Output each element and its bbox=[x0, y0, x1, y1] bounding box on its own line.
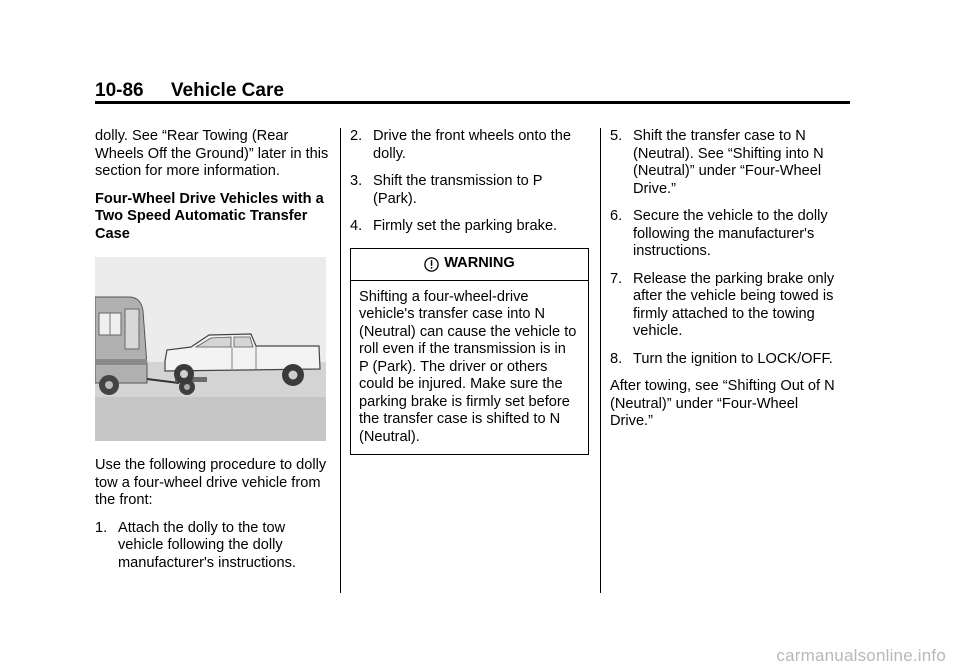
step-number: 1. bbox=[95, 519, 108, 536]
step-text: Firmly set the parking brake. bbox=[373, 218, 558, 234]
step-number: 7. bbox=[610, 270, 623, 287]
step-text: Turn the ignition to LOCK/OFF. bbox=[633, 350, 833, 367]
watermark-text: carmanualsonline.info bbox=[776, 646, 946, 665]
step-text: Drive the front wheels onto the dolly. bbox=[373, 128, 571, 162]
column-1 bbox=[95, 128, 330, 582]
step-number: 6. bbox=[610, 208, 623, 224]
closing-paragraph: After towing, see “Shifting Out of N (Neutral)” under “Four-Wheel Drive.” bbox=[610, 378, 835, 429]
step-item bbox=[610, 351, 845, 369]
towing-illustration bbox=[95, 257, 326, 441]
step-text: Shift the transmission to P (Park). bbox=[373, 173, 543, 207]
step-item bbox=[350, 218, 590, 236]
warning-triangle-icon bbox=[424, 257, 439, 272]
step-item bbox=[95, 520, 330, 573]
step-text: Attach the dolly to the tow vehicle following the dolly manufacturer's instructions. bbox=[118, 519, 296, 571]
step-number: 5. bbox=[610, 128, 623, 144]
step-item bbox=[610, 271, 845, 341]
step-item bbox=[610, 128, 845, 198]
warning-text: Shifting a four-wheel-drive vehicle's transfer case into N (Neutral) can cause the vehicle to roll even if the transmission is in P (Park). The driver or others could be injured. Make sure the parking brake is firmly set before the transfer case is shifted to N (Neutral). bbox=[359, 288, 577, 445]
warning-title: WARNING bbox=[444, 255, 515, 272]
header-rule bbox=[95, 101, 850, 104]
step-text: Release the parking brake only after the vehicle being towed is firmly attached to the towing vehicle. bbox=[633, 270, 835, 339]
step-number: 2. bbox=[350, 128, 363, 144]
warning-box bbox=[350, 248, 589, 456]
procedure-intro: Use the following procedure to dolly tow a four-wheel drive vehicle from the front: bbox=[95, 457, 327, 508]
section-heading: Four-Wheel Drive Vehicles with a Two Speed Automatic Transfer Case bbox=[95, 190, 324, 242]
warning-header bbox=[351, 249, 588, 281]
column-2 bbox=[350, 128, 590, 455]
step-text: Secure the vehicle to the dolly following the manufacturer's instructions. bbox=[633, 208, 828, 259]
section-title: Vehicle Care bbox=[170, 80, 284, 101]
intro-paragraph: dolly. See “Rear Towing (Rear Wheels Off the Ground)” later in this section for more information. bbox=[95, 128, 329, 179]
column-divider bbox=[600, 128, 601, 593]
page-number: 10-86 bbox=[95, 80, 144, 101]
step-item bbox=[610, 208, 845, 261]
step-number: 3. bbox=[350, 173, 363, 189]
page-header bbox=[95, 80, 284, 102]
step-number: 8. bbox=[610, 350, 623, 367]
column-divider bbox=[340, 128, 341, 593]
step-item bbox=[350, 128, 590, 163]
step-number: 4. bbox=[350, 218, 363, 234]
column-3 bbox=[610, 128, 845, 441]
step-item bbox=[350, 173, 590, 208]
step-text: Shift the transfer case to N (Neutral). See “Shifting into N (Neutral)” under “Four-Wheel Drive.” bbox=[633, 128, 824, 197]
